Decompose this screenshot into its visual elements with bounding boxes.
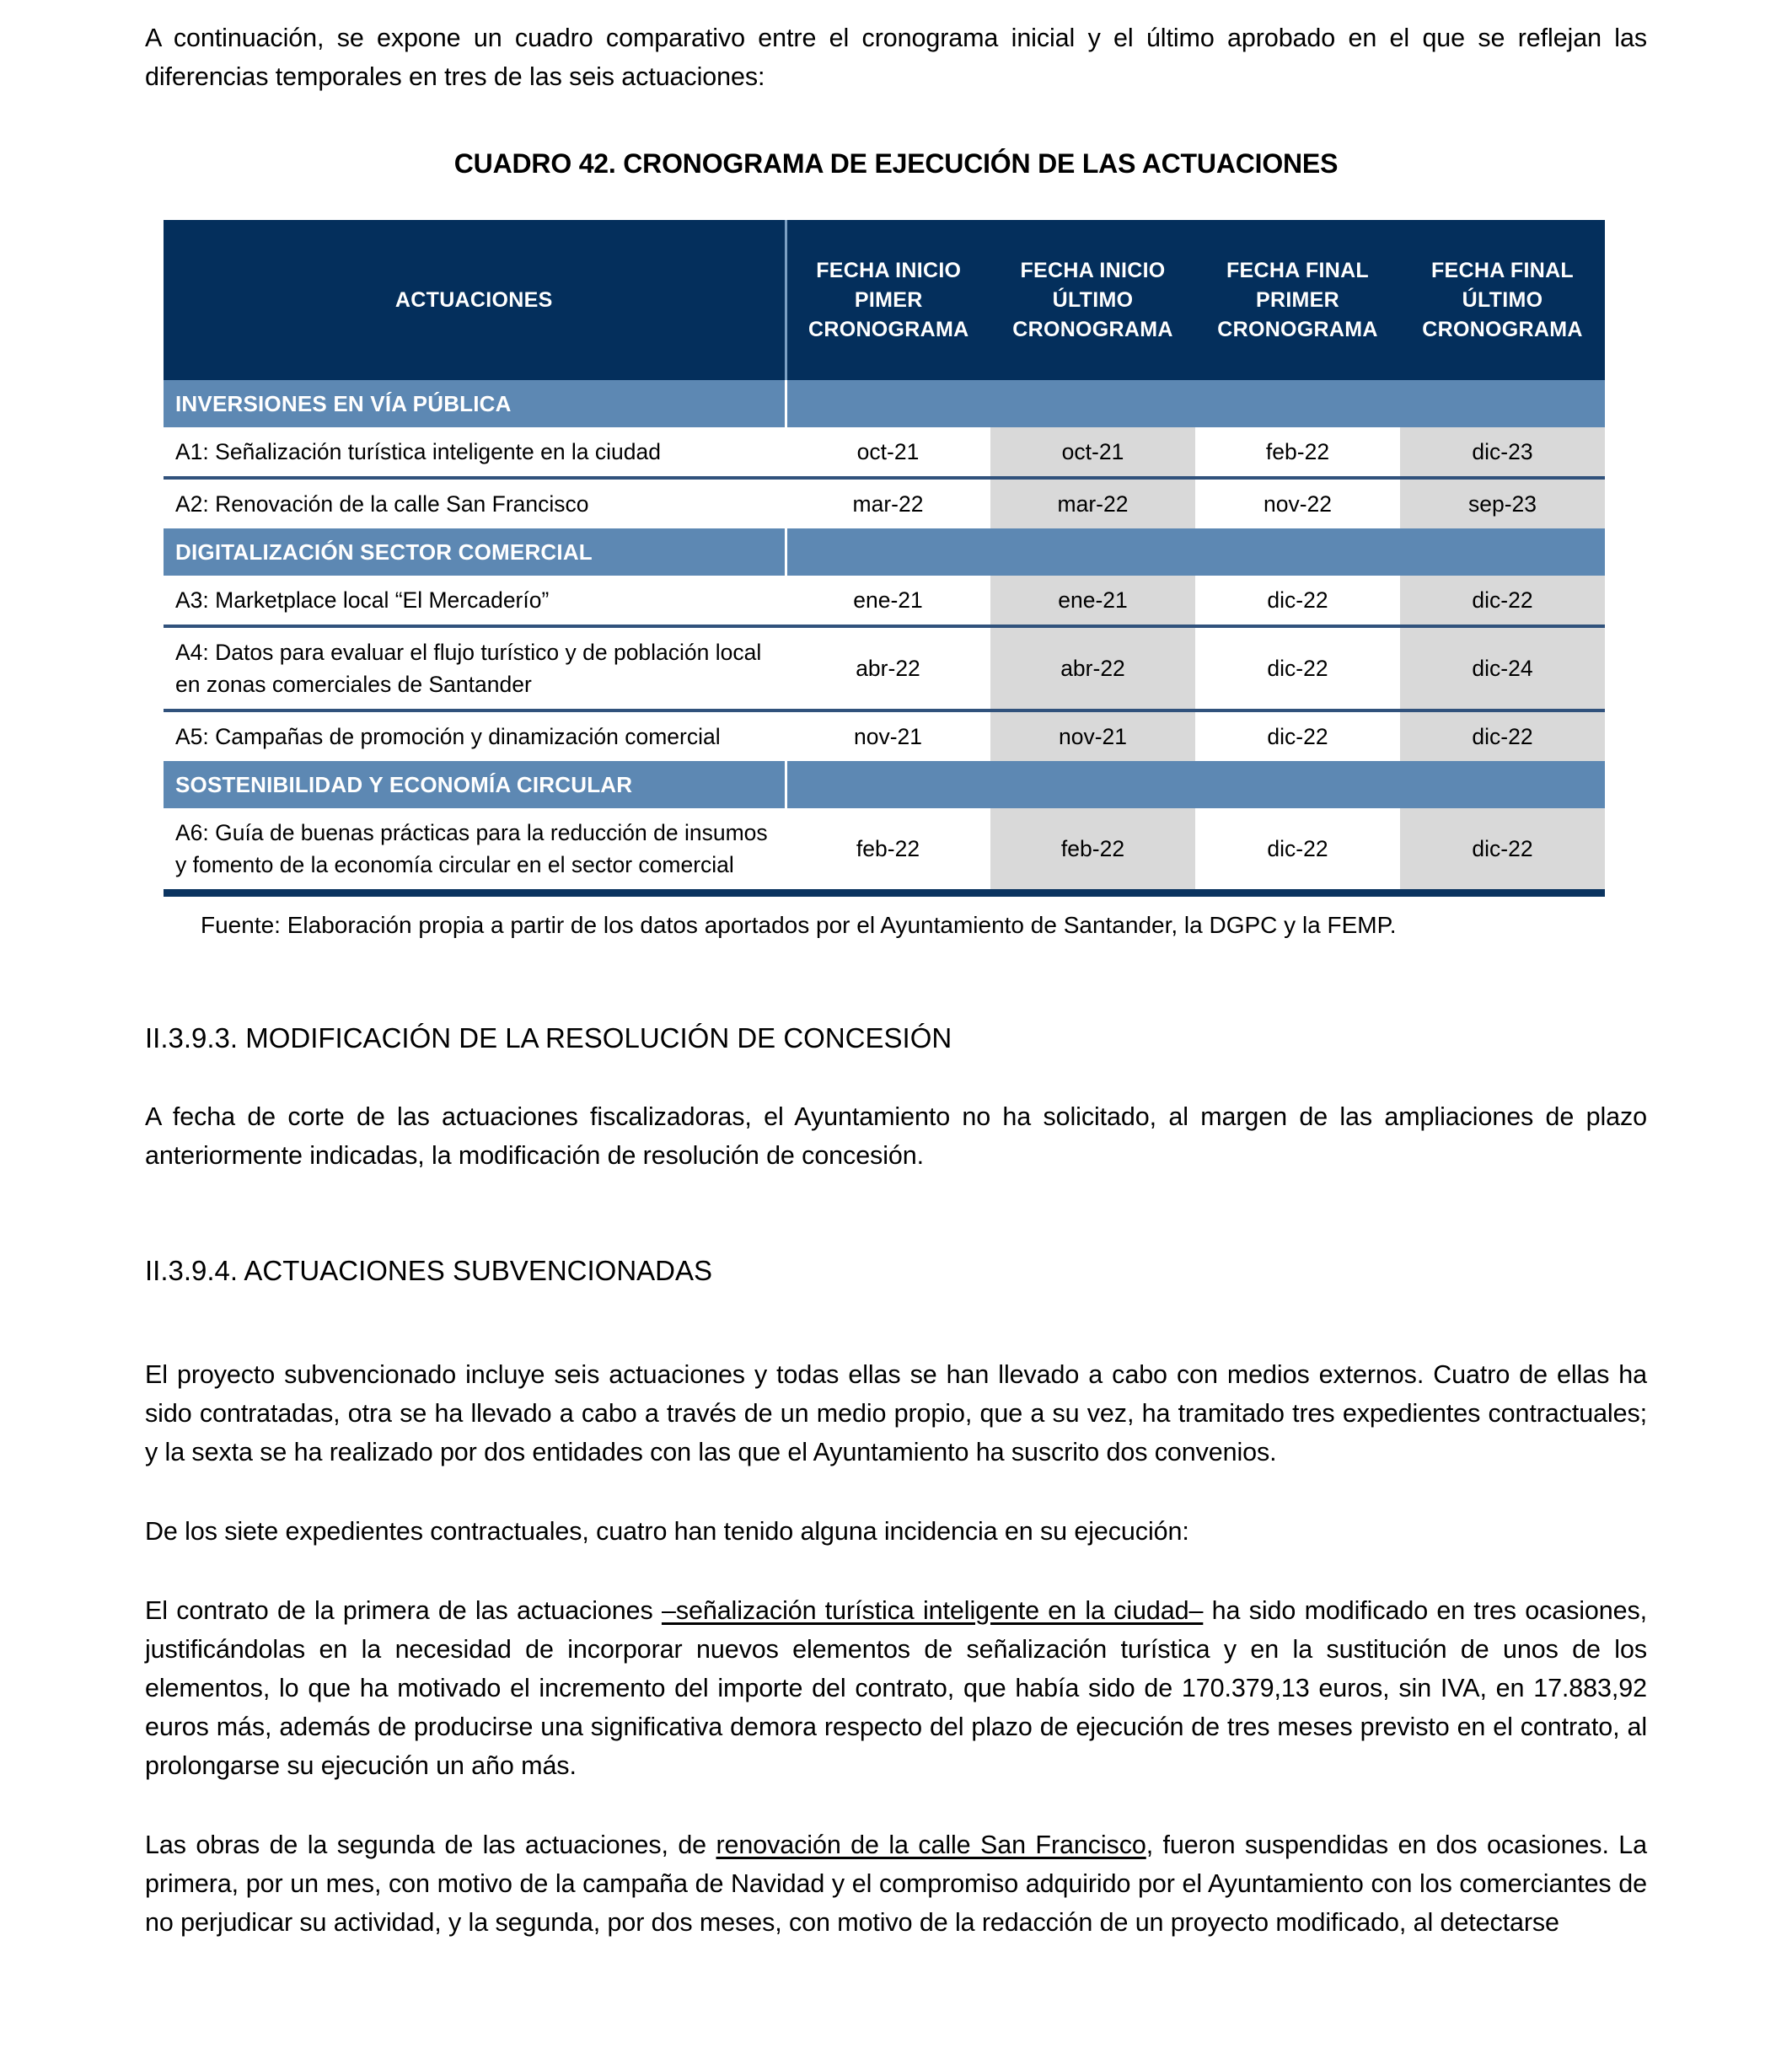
paragraph-expedientes: De los siete expedientes contractuales, cuatro han tenido alguna incidencia en su ejecución: [145,1517,1189,1546]
cell-actuacion: A4: Datos para evaluar el flujo turístico y de población local en zonas comerciales de Santander [164,626,786,710]
table-row [164,478,1605,528]
hdr-line-2: ÚLTIMO [1462,287,1543,312]
cell-final-primer: nov-22 [1195,478,1400,528]
cell-final-ultimo: dic-23 [1400,427,1605,478]
hdr-line-3: CRONOGRAMA [808,317,969,341]
column-header-final-ultimo [1400,220,1605,380]
hdr-line-3: CRONOGRAMA [1012,317,1173,341]
section-band-row [164,380,1605,427]
cell-final-ultimo: dic-22 [1400,808,1605,893]
paragraph-subvencionadas-1: El proyecto subvencionado incluye seis actuaciones y todas ellas se han llevado a cabo con medios externos. Cuatro de ellas ha sido contratadas, otra se ha llevado a cabo a través de un medio propio, que a su vez, ha tramitado tres expedientes contractuales; y la sexta se ha realizado por dos entidades con las que el Ayuntamiento ha suscrito dos convenios. [145,1360,1647,1466]
cell-actuacion: A3: Marketplace local “El Mercaderío” [164,576,786,626]
column-header-final-primer [1195,220,1400,380]
table-row [164,576,1605,626]
obras-text-part2: , fueron suspendidas en dos ocasiones. La primera, por un mes, con motivo de la campaña de Navidad y el compromiso adquirido por el Ayuntamiento con los comerciantes de no perjudicar su actividad, y la segunda, por dos meses, con motivo de la redacción de un proyecto modificado, al detectarse [145,1831,1647,1937]
table-source-note: Fuente: Elaboración propia a partir de los datos aportados por el Ayuntamiento de Santander, la DGPC y la FEMP. [201,912,1397,938]
section-band-blank [990,761,1195,808]
cell-final-primer: feb-22 [1195,427,1400,478]
table-row [164,427,1605,478]
section-band-blank [1195,380,1400,427]
table-row [164,808,1605,893]
hdr-line-2: PRIMER [1255,287,1340,312]
cell-final-primer: dic-22 [1195,576,1400,626]
cell-final-primer: dic-22 [1195,710,1400,761]
table-row [164,626,1605,710]
underlined-senalizacion-turistica: –señalización turística inteligente en la ciudad– [661,1596,1204,1625]
cell-actuacion: A2: Renovación de la calle San Francisco [164,478,786,528]
cell-inicio-ultimo: mar-22 [990,478,1195,528]
cell-inicio-ultimo: feb-22 [990,808,1195,893]
section-band-blank [786,761,990,808]
cell-inicio-primer: ene-21 [786,576,990,626]
table-header-row [164,220,1605,380]
section-band-row [164,528,1605,576]
hdr-line-2: PIMER [854,287,923,312]
cell-final-primer: dic-22 [1195,626,1400,710]
heading-ii-3-9-3: II.3.9.3. MODIFICACIÓN DE LA RESOLUCIÓN DE CONCESIÓN [145,1022,952,1053]
hdr-line-1: FECHA FINAL [1430,258,1575,282]
cell-inicio-ultimo: abr-22 [990,626,1195,710]
cell-final-primer: dic-22 [1195,808,1400,893]
section-band-label: INVERSIONES EN VÍA PÚBLICA [164,380,786,427]
cell-inicio-primer: nov-21 [786,710,990,761]
cell-inicio-primer: abr-22 [786,626,990,710]
column-header-inicio-primer [786,220,990,380]
section-band-blank [1195,761,1400,808]
table-header [164,220,1605,380]
cell-actuacion: A5: Campañas de promoción y dinamización comercial [164,710,786,761]
section-band-blank [990,380,1195,427]
section-band-blank [1400,761,1605,808]
intro-paragraph: A continuación, se expone un cuadro comparativo entre el cronograma inicial y el último aprobado en el que se reflejan las diferencias temporales en tres de las seis actuaciones: [145,24,1647,91]
paragraph-contrato-primera [145,1591,1647,1785]
heading-ii-3-9-4: II.3.9.4. ACTUACIONES SUBVENCIONADAS [145,1255,713,1286]
hdr-line-1: FECHA INICIO [1020,258,1166,282]
paragraph-obras-segunda [145,1825,1647,1942]
hdr-line-3: CRONOGRAMA [1422,317,1583,341]
cell-inicio-primer: feb-22 [786,808,990,893]
section-band-label: DIGITALIZACIÓN SECTOR COMERCIAL [164,528,786,576]
hdr-line-3: CRONOGRAMA [1217,317,1378,341]
contrato-text-part1: El contrato de la primera de las actuaciones [145,1596,662,1625]
paragraph-ii-3-9-3: A fecha de corte de las actuaciones fiscalizadoras, el Ayuntamiento no ha solicitado, al margen de las ampliaciones de plazo anteriormente indicadas, la modificación de resolución de concesión. [145,1102,1647,1170]
underlined-renovacion-san-francisco: renovación de la calle San Francisco [716,1831,1146,1859]
section-band-blank [786,380,990,427]
column-header-inicio-ultimo [990,220,1195,380]
obras-text-part1: Las obras de la segunda de las actuaciones, de [145,1831,716,1859]
cell-inicio-ultimo: nov-21 [990,710,1195,761]
cell-final-ultimo: dic-22 [1400,576,1605,626]
section-band-blank [1400,528,1605,576]
cell-actuacion: A1: Señalización turística inteligente en la ciudad [164,427,786,478]
table-body [164,380,1605,893]
section-band-blank [990,528,1195,576]
cuadro-42-container [164,220,1605,942]
contrato-text-part2: ha sido modificado en tres ocasiones, justificándolas en la necesidad de incorporar nuevos elementos de señalización turística y en la sustitución de unos de los elementos, lo que ha motivado el incremento del importe del contrato, que había sido de 170.379,13 euros, sin IVA, en 17.883,92 euros más, además de producirse una significativa demora respecto del plazo de ejecución de tres meses previsto en el contrato, al prolongarse su ejecución un año más. [145,1596,1648,1780]
section-band-blank [786,528,990,576]
section-band-blank [1195,528,1400,576]
table-title: CUADRO 42. CRONOGRAMA DE EJECUCIÓN DE LAS ACTUACIONES [453,148,1339,179]
cell-actuacion: A6: Guía de buenas prácticas para la reducción de insumos y fomento de la economía circular en el sector comercial [164,808,786,893]
column-header-actuaciones-label: ACTUACIONES [394,287,553,312]
cronograma-table [164,220,1605,897]
section-band-row [164,761,1605,808]
cell-inicio-primer: mar-22 [786,478,990,528]
hdr-line-1: FECHA INICIO [816,258,962,282]
cell-inicio-ultimo: ene-21 [990,576,1195,626]
section-band-blank [1400,380,1605,427]
cell-final-ultimo: dic-24 [1400,626,1605,710]
page-content [145,19,1647,1942]
table-row [164,710,1605,761]
cell-inicio-ultimo: oct-21 [990,427,1195,478]
hdr-line-2: ÚLTIMO [1052,287,1134,312]
hdr-line-1: FECHA FINAL [1226,258,1370,282]
cell-final-ultimo: dic-22 [1400,710,1605,761]
cell-final-ultimo: sep-23 [1400,478,1605,528]
column-header-actuaciones [164,220,786,380]
cell-inicio-primer: oct-21 [786,427,990,478]
section-band-label: SOSTENIBILIDAD Y ECONOMÍA CIRCULAR [164,761,786,808]
